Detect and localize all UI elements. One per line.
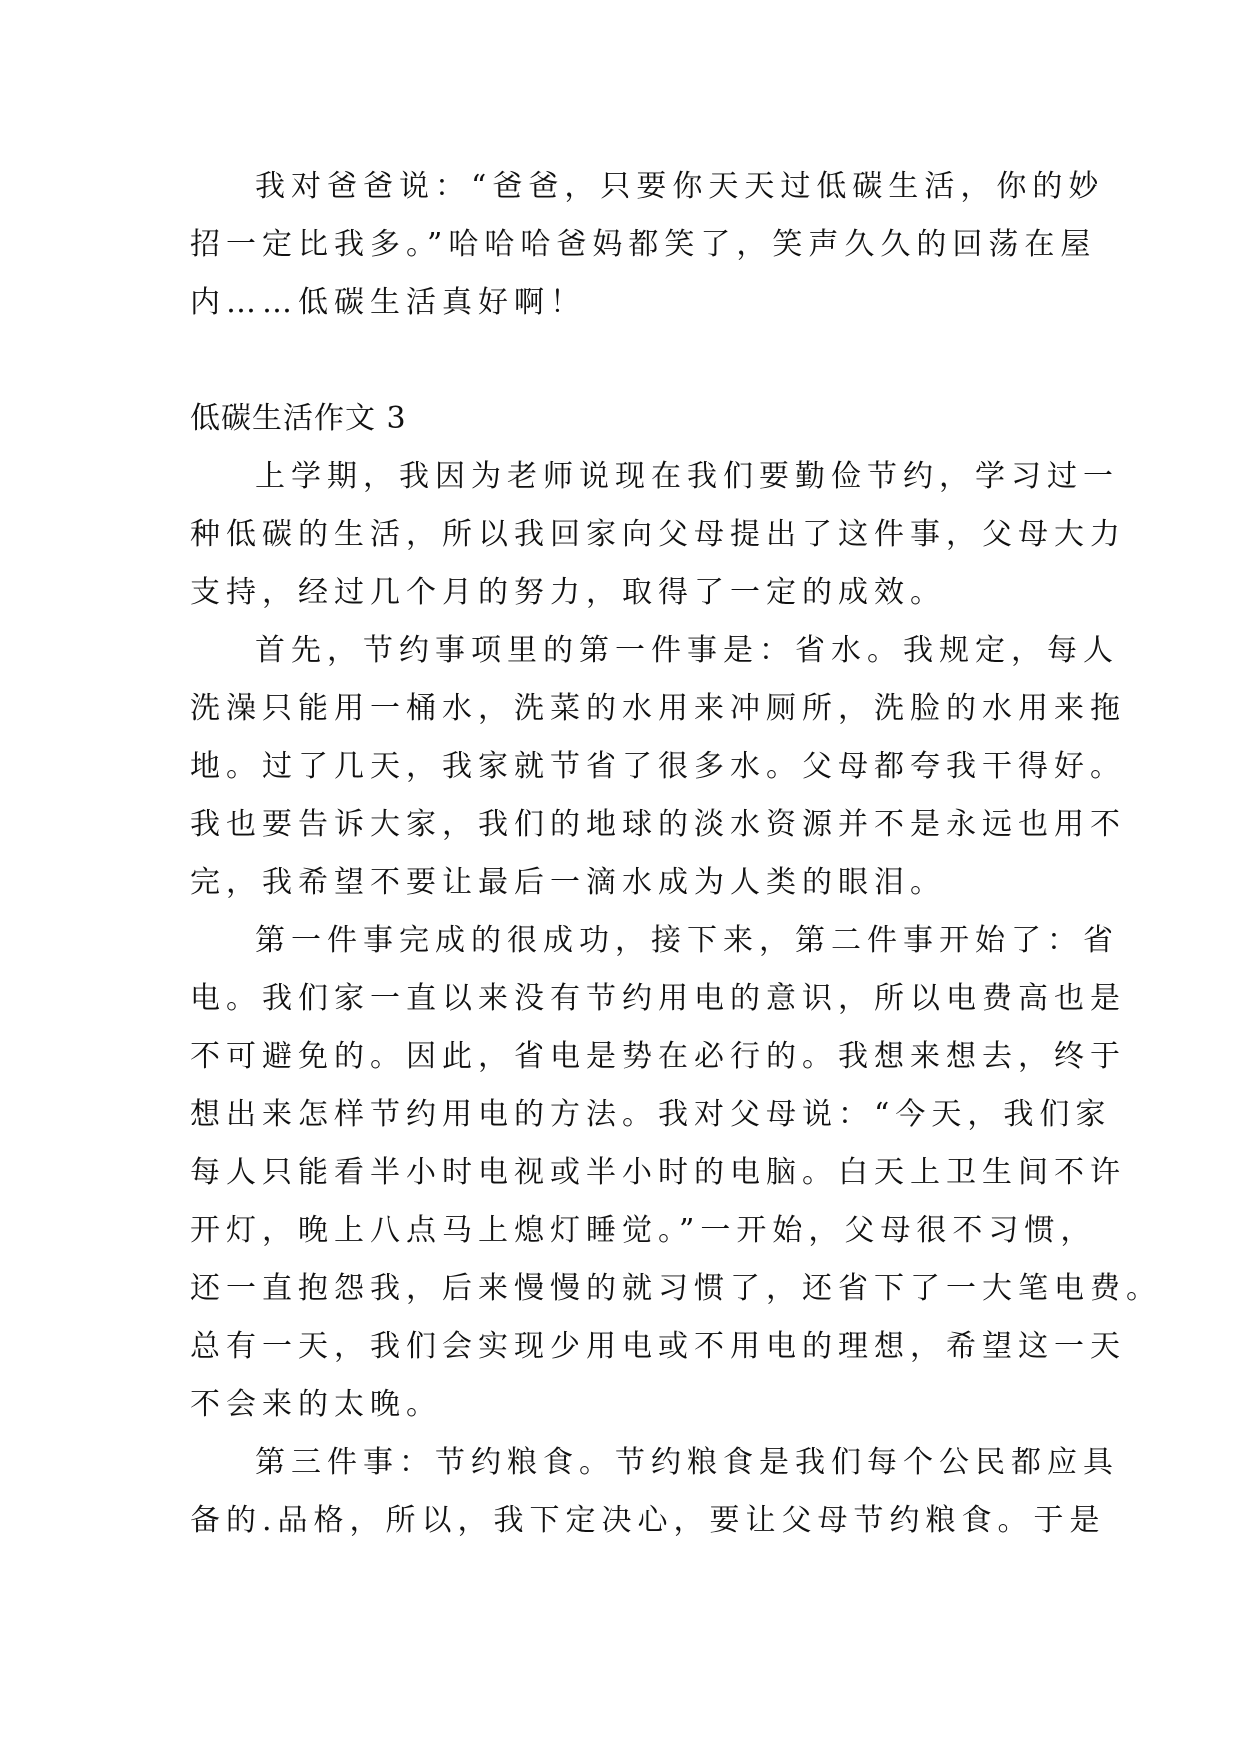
paragraph-line: 洗澡只能用一桶水，洗菜的水用来冲厕所，洗脸的水用来拖: [190, 691, 1126, 726]
section-title: 低碳生活作文 3: [190, 401, 407, 436]
paragraph-line: 首先，节约事项里的第一件事是：省水。我规定，每人: [255, 633, 1119, 668]
paragraph-line: 电。我们家一直以来没有节约用电的意识，所以电费高也是: [190, 981, 1126, 1016]
paragraph-line: 第一件事完成的很成功，接下来，第二件事开始了：省: [255, 923, 1119, 958]
paragraph-line: 不会来的太晚。: [190, 1387, 442, 1422]
paragraph-line: 第三件事：节约粮食。节约粮食是我们每个公民都应具: [255, 1445, 1119, 1480]
paragraph-line: 我也要告诉大家，我们的地球的淡水资源并不是永远也用不: [190, 807, 1126, 842]
paragraph-line: 备的.品格，所以，我下定决心，要让父母节约粮食。于是: [190, 1503, 1106, 1538]
paragraph-line: 还一直抱怨我，后来慢慢的就习惯了，还省下了一大笔电费。: [190, 1271, 1162, 1306]
paragraph-line: 总有一天，我们会实现少用电或不用电的理想，希望这一天: [190, 1329, 1126, 1364]
paragraph-line: 内……低碳生活真好啊！: [190, 285, 586, 320]
paragraph-line: 我对爸爸说：“爸爸，只要你天天过低碳生活，你的妙: [255, 169, 1105, 204]
paragraph-line: 每人只能看半小时电视或半小时的电脑。白天上卫生间不许: [190, 1155, 1126, 1190]
paragraph-line: 招一定比我多。”哈哈哈爸妈都笑了，笑声久久的回荡在屋: [190, 227, 1097, 262]
paragraph-line: 种低碳的生活，所以我回家向父母提出了这件事，父母大力: [190, 517, 1126, 552]
paragraph-line: 支持，经过几个月的努力，取得了一定的成效。: [190, 575, 946, 610]
paragraph-line: 开灯，晚上八点马上熄灯睡觉。”一开始，父母很不习惯，: [190, 1213, 1097, 1248]
paragraph-line: 想出来怎样节约用电的方法。我对父母说：“今天，我们家: [190, 1097, 1112, 1132]
paragraph-line: 地。过了几天，我家就节省了很多水。父母都夸我干得好。: [190, 749, 1126, 784]
paragraph-line: 完，我希望不要让最后一滴水成为人类的眼泪。: [190, 865, 946, 900]
paragraph-line: 上学期，我因为老师说现在我们要勤俭节约，学习过一: [255, 459, 1119, 494]
paragraph-line: 不可避免的。因此，省电是势在必行的。我想来想去，终于: [190, 1039, 1126, 1074]
